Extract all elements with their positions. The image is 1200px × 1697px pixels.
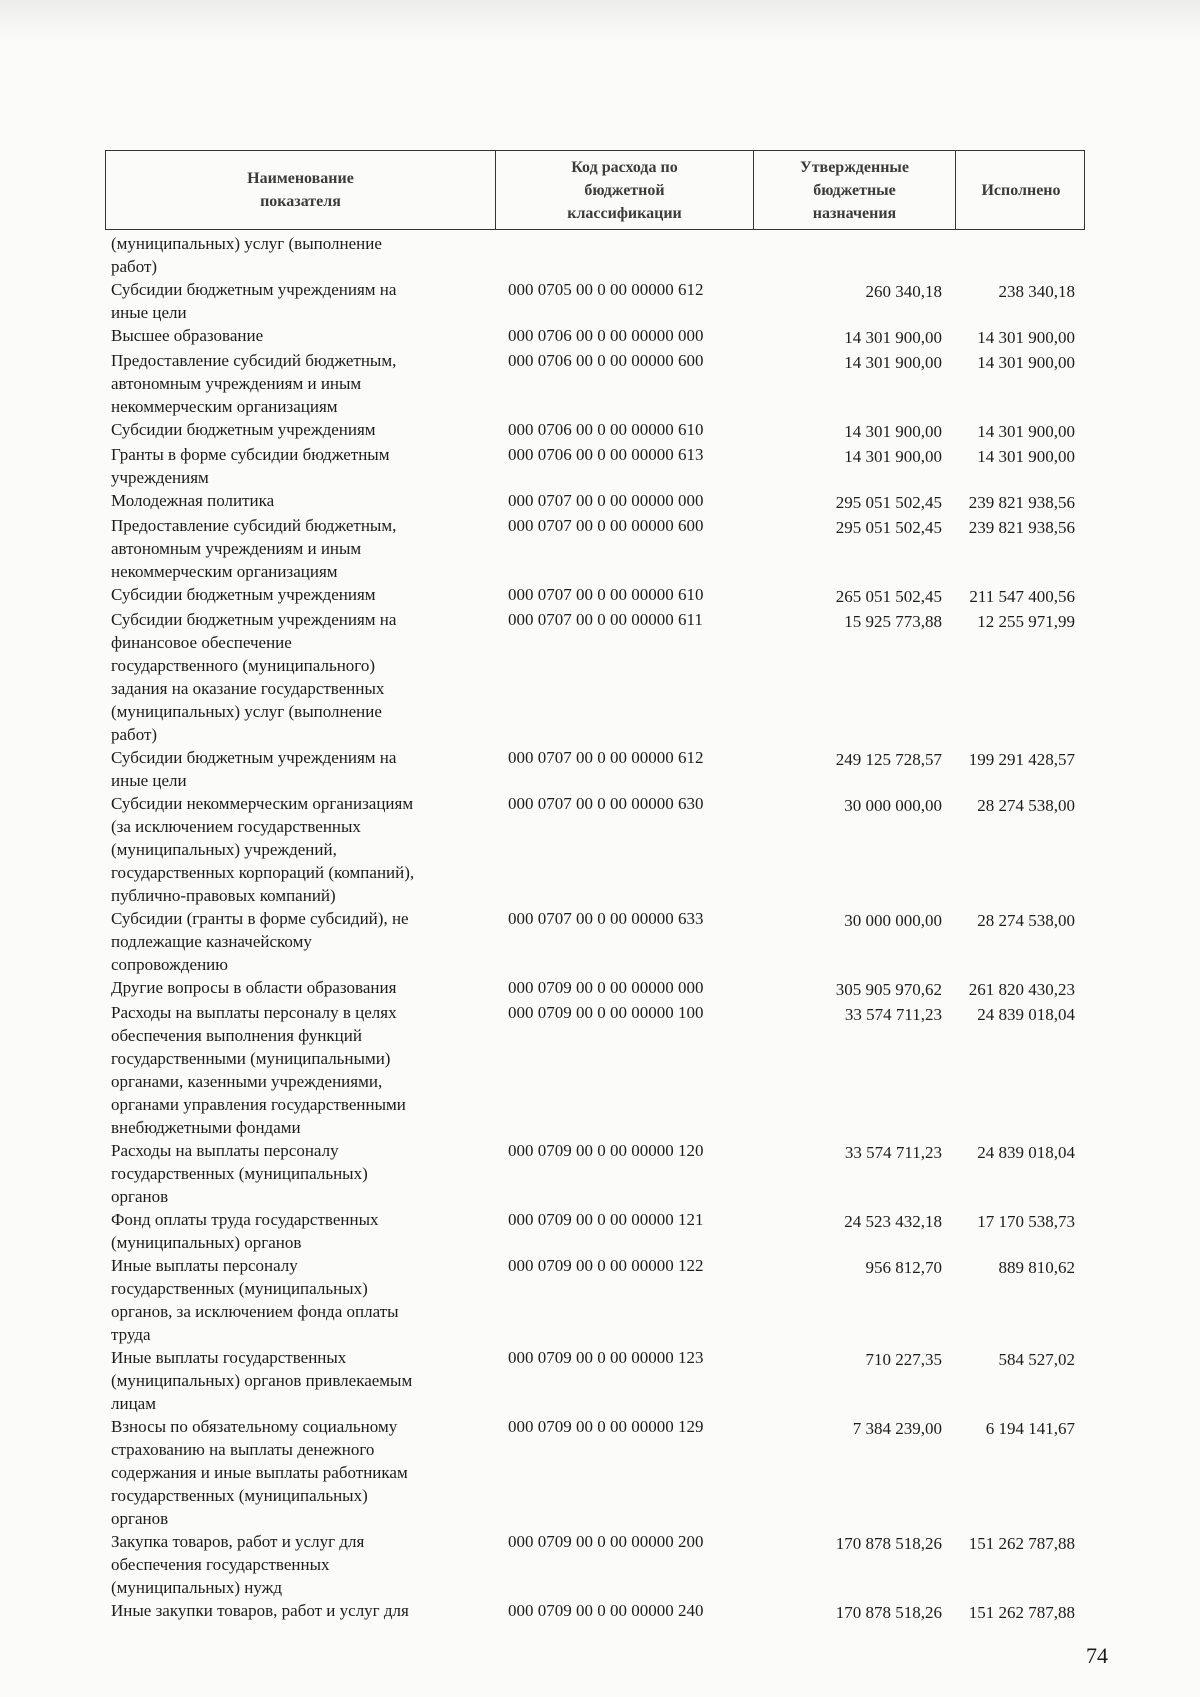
row-approved: 305 905 970,62 — [835, 980, 942, 999]
table-row — [105, 792, 1085, 907]
table-row — [105, 976, 1085, 1001]
table-row — [105, 583, 1085, 608]
row-approved: 14 301 900,00 — [844, 328, 942, 347]
row-approved — [752, 232, 954, 278]
row-code: 000 0706 00 0 00 00000 000 — [508, 326, 704, 345]
table-row — [105, 489, 1085, 514]
table-row — [105, 1001, 1085, 1139]
row-name: Предоставление субсидий бюджетным, автономным учреждениям и иным некоммерческим организациям — [111, 351, 397, 416]
row-approved: 30 000 000,00 — [844, 911, 942, 930]
row-approved: 249 125 728,57 — [835, 750, 942, 769]
row-name: Высшее образование — [111, 326, 264, 345]
row-done: 151 262 787,88 — [968, 1534, 1075, 1553]
row-approved: 956 812,70 — [865, 1258, 942, 1277]
row-approved: 7 384 239,00 — [852, 1419, 942, 1438]
row-name: Гранты в форме субсидии бюджетным учреждениям — [111, 445, 390, 487]
row-done: 14 301 900,00 — [977, 328, 1075, 347]
row-approved: 295 051 502,45 — [835, 493, 942, 512]
row-name: Субсидии бюджетным учреждениям на иные цели — [111, 280, 397, 322]
row-code: 000 0707 00 0 00 00000 630 — [508, 794, 704, 813]
row-code: 000 0709 00 0 00 00000 120 — [508, 1141, 704, 1160]
table-row — [105, 907, 1085, 976]
row-done: 239 821 938,56 — [968, 518, 1075, 537]
row-name: Субсидии бюджетным учреждениям — [111, 420, 376, 439]
row-done: 24 839 018,04 — [977, 1143, 1075, 1162]
row-code — [494, 232, 752, 278]
row-code: 000 0709 00 0 00 00000 200 — [508, 1532, 704, 1551]
row-code: 000 0706 00 0 00 00000 613 — [508, 445, 704, 464]
header-name: Наименование показателя — [247, 170, 354, 210]
row-done: 17 170 538,73 — [977, 1212, 1075, 1231]
header-done: Исполнено — [955, 151, 1086, 229]
row-approved: 24 523 432,18 — [844, 1212, 942, 1231]
row-approved: 170 878 518,26 — [835, 1534, 942, 1553]
scan-top-edge — [0, 0, 1200, 40]
row-name: Субсидии бюджетным учреждениям на финансовое обеспечение государственного (муниципального) задания на оказание государственных (муниципальных) услуг (выполнение работ) — [111, 610, 397, 744]
table-row — [105, 1254, 1085, 1346]
row-approved: 710 227,35 — [865, 1350, 942, 1369]
row-done: 261 820 430,23 — [968, 980, 1075, 999]
row-done: 584 527,02 — [998, 1350, 1075, 1369]
row-approved: 14 301 900,00 — [844, 447, 942, 466]
row-done: 14 301 900,00 — [977, 422, 1075, 441]
row-approved: 33 574 711,23 — [844, 1143, 942, 1162]
row-approved: 33 574 711,23 — [844, 1005, 942, 1024]
table-row — [105, 349, 1085, 418]
table-row — [105, 443, 1085, 489]
row-done: 6 194 141,67 — [985, 1419, 1075, 1438]
table-header — [105, 150, 1085, 230]
table-row — [105, 1599, 1085, 1624]
row-name: Молодежная политика — [111, 491, 275, 510]
row-code: 000 0707 00 0 00 00000 611 — [508, 610, 703, 629]
row-code: 000 0709 00 0 00 00000 000 — [508, 978, 704, 997]
row-approved: 265 051 502,45 — [835, 587, 942, 606]
row-name: Расходы на выплаты персоналу государственных (муниципальных) органов — [111, 1141, 368, 1206]
table-row — [105, 746, 1085, 792]
row-done: 28 274 538,00 — [977, 911, 1075, 930]
row-done: 14 301 900,00 — [977, 447, 1075, 466]
row-code: 000 0707 00 0 00 00000 600 — [508, 516, 704, 535]
row-name: Предоставление субсидий бюджетным, автономным учреждениям и иным некоммерческим организациям — [111, 516, 397, 581]
row-name: Другие вопросы в области образования — [111, 978, 397, 997]
row-done: 14 301 900,00 — [977, 353, 1075, 372]
row-name: Взносы по обязательному социальному страхованию на выплаты денежного содержания и иные выплаты работникам государственных (муниципальных) органов — [111, 1417, 408, 1528]
row-approved: 14 301 900,00 — [844, 353, 942, 372]
row-code: 000 0706 00 0 00 00000 600 — [508, 351, 704, 370]
table-row — [105, 1346, 1085, 1415]
row-name: Субсидии некоммерческим организациям (за исключением государственных (муниципальных) учреждений, государственных корпораций (компаний), публично-правовых компаний) — [111, 794, 415, 905]
row-name: Расходы на выплаты персоналу в целях обеспечения выполнения функций государственными (муниципальными) органами, казенными учреждениями, органами управления государственными внебюджетными фондами — [111, 1003, 406, 1137]
row-code: 000 0709 00 0 00 00000 122 — [508, 1256, 704, 1275]
row-code: 000 0707 00 0 00 00000 612 — [508, 748, 704, 767]
table-body — [105, 232, 1085, 1624]
row-code: 000 0706 00 0 00 00000 610 — [508, 420, 704, 439]
row-approved: 260 340,18 — [865, 282, 942, 301]
row-done: 151 262 787,88 — [968, 1603, 1075, 1622]
row-code: 000 0709 00 0 00 00000 123 — [508, 1348, 704, 1367]
row-name: (муниципальных) услуг (выполнение работ) — [111, 234, 382, 276]
row-code: 000 0705 00 0 00 00000 612 — [508, 280, 704, 299]
row-code: 000 0709 00 0 00 00000 121 — [508, 1210, 704, 1229]
row-name: Субсидии (гранты в форме субсидий), не подлежащие казначейскому сопровождению — [111, 909, 409, 974]
row-name: Фонд оплаты труда государственных (муниципальных) органов — [111, 1210, 379, 1252]
row-done: 889 810,62 — [998, 1258, 1075, 1277]
table-row — [105, 1139, 1085, 1208]
table-row — [105, 1415, 1085, 1530]
table-row — [105, 232, 1085, 278]
row-done: 239 821 938,56 — [968, 493, 1075, 512]
header-approved: Утвержденные бюджетные назначения — [753, 151, 955, 229]
row-approved: 295 051 502,45 — [835, 518, 942, 537]
row-code: 000 0709 00 0 00 00000 240 — [508, 1601, 704, 1620]
row-name: Иные выплаты государственных (муниципальных) органов привлекаемым лицам — [111, 1348, 413, 1413]
row-done: 199 291 428,57 — [968, 750, 1075, 769]
table-row — [105, 608, 1085, 746]
row-name: Субсидии бюджетным учреждениям на иные цели — [111, 748, 397, 790]
row-code: 000 0707 00 0 00 00000 633 — [508, 909, 704, 928]
row-name: Иные закупки товаров, работ и услуг для — [111, 1601, 409, 1620]
table-row — [105, 418, 1085, 443]
row-approved: 170 878 518,26 — [835, 1603, 942, 1622]
row-approved: 30 000 000,00 — [844, 796, 942, 815]
table-row — [105, 1530, 1085, 1599]
row-code: 000 0709 00 0 00 00000 129 — [508, 1417, 704, 1436]
row-done: 211 547 400,56 — [969, 587, 1075, 606]
row-code: 000 0707 00 0 00 00000 000 — [508, 491, 704, 510]
row-name: Субсидии бюджетным учреждениям — [111, 585, 376, 604]
table-row — [105, 324, 1085, 349]
row-done: 238 340,18 — [998, 282, 1075, 301]
row-done — [954, 232, 1085, 278]
row-code: 000 0707 00 0 00 00000 610 — [508, 585, 704, 604]
row-done: 28 274 538,00 — [977, 796, 1075, 815]
row-code: 000 0709 00 0 00 00000 100 — [508, 1003, 704, 1022]
row-done: 12 255 971,99 — [977, 612, 1075, 631]
row-approved: 15 925 773,88 — [844, 612, 942, 631]
row-done: 24 839 018,04 — [977, 1005, 1075, 1024]
page-number: 74 — [1086, 1643, 1108, 1668]
table-row — [105, 278, 1085, 324]
row-name: Иные выплаты персоналу государственных (муниципальных) органов, за исключением фонда оплаты труда — [111, 1256, 399, 1344]
row-name: Закупка товаров, работ и услуг для обеспечения государственных (муниципальных) нужд — [111, 1532, 365, 1597]
header-code: Код расхода по бюджетной классификации — [495, 151, 753, 229]
budget-table — [105, 150, 1085, 1624]
table-row — [105, 514, 1085, 583]
table-row — [105, 1208, 1085, 1254]
row-approved: 14 301 900,00 — [844, 422, 942, 441]
